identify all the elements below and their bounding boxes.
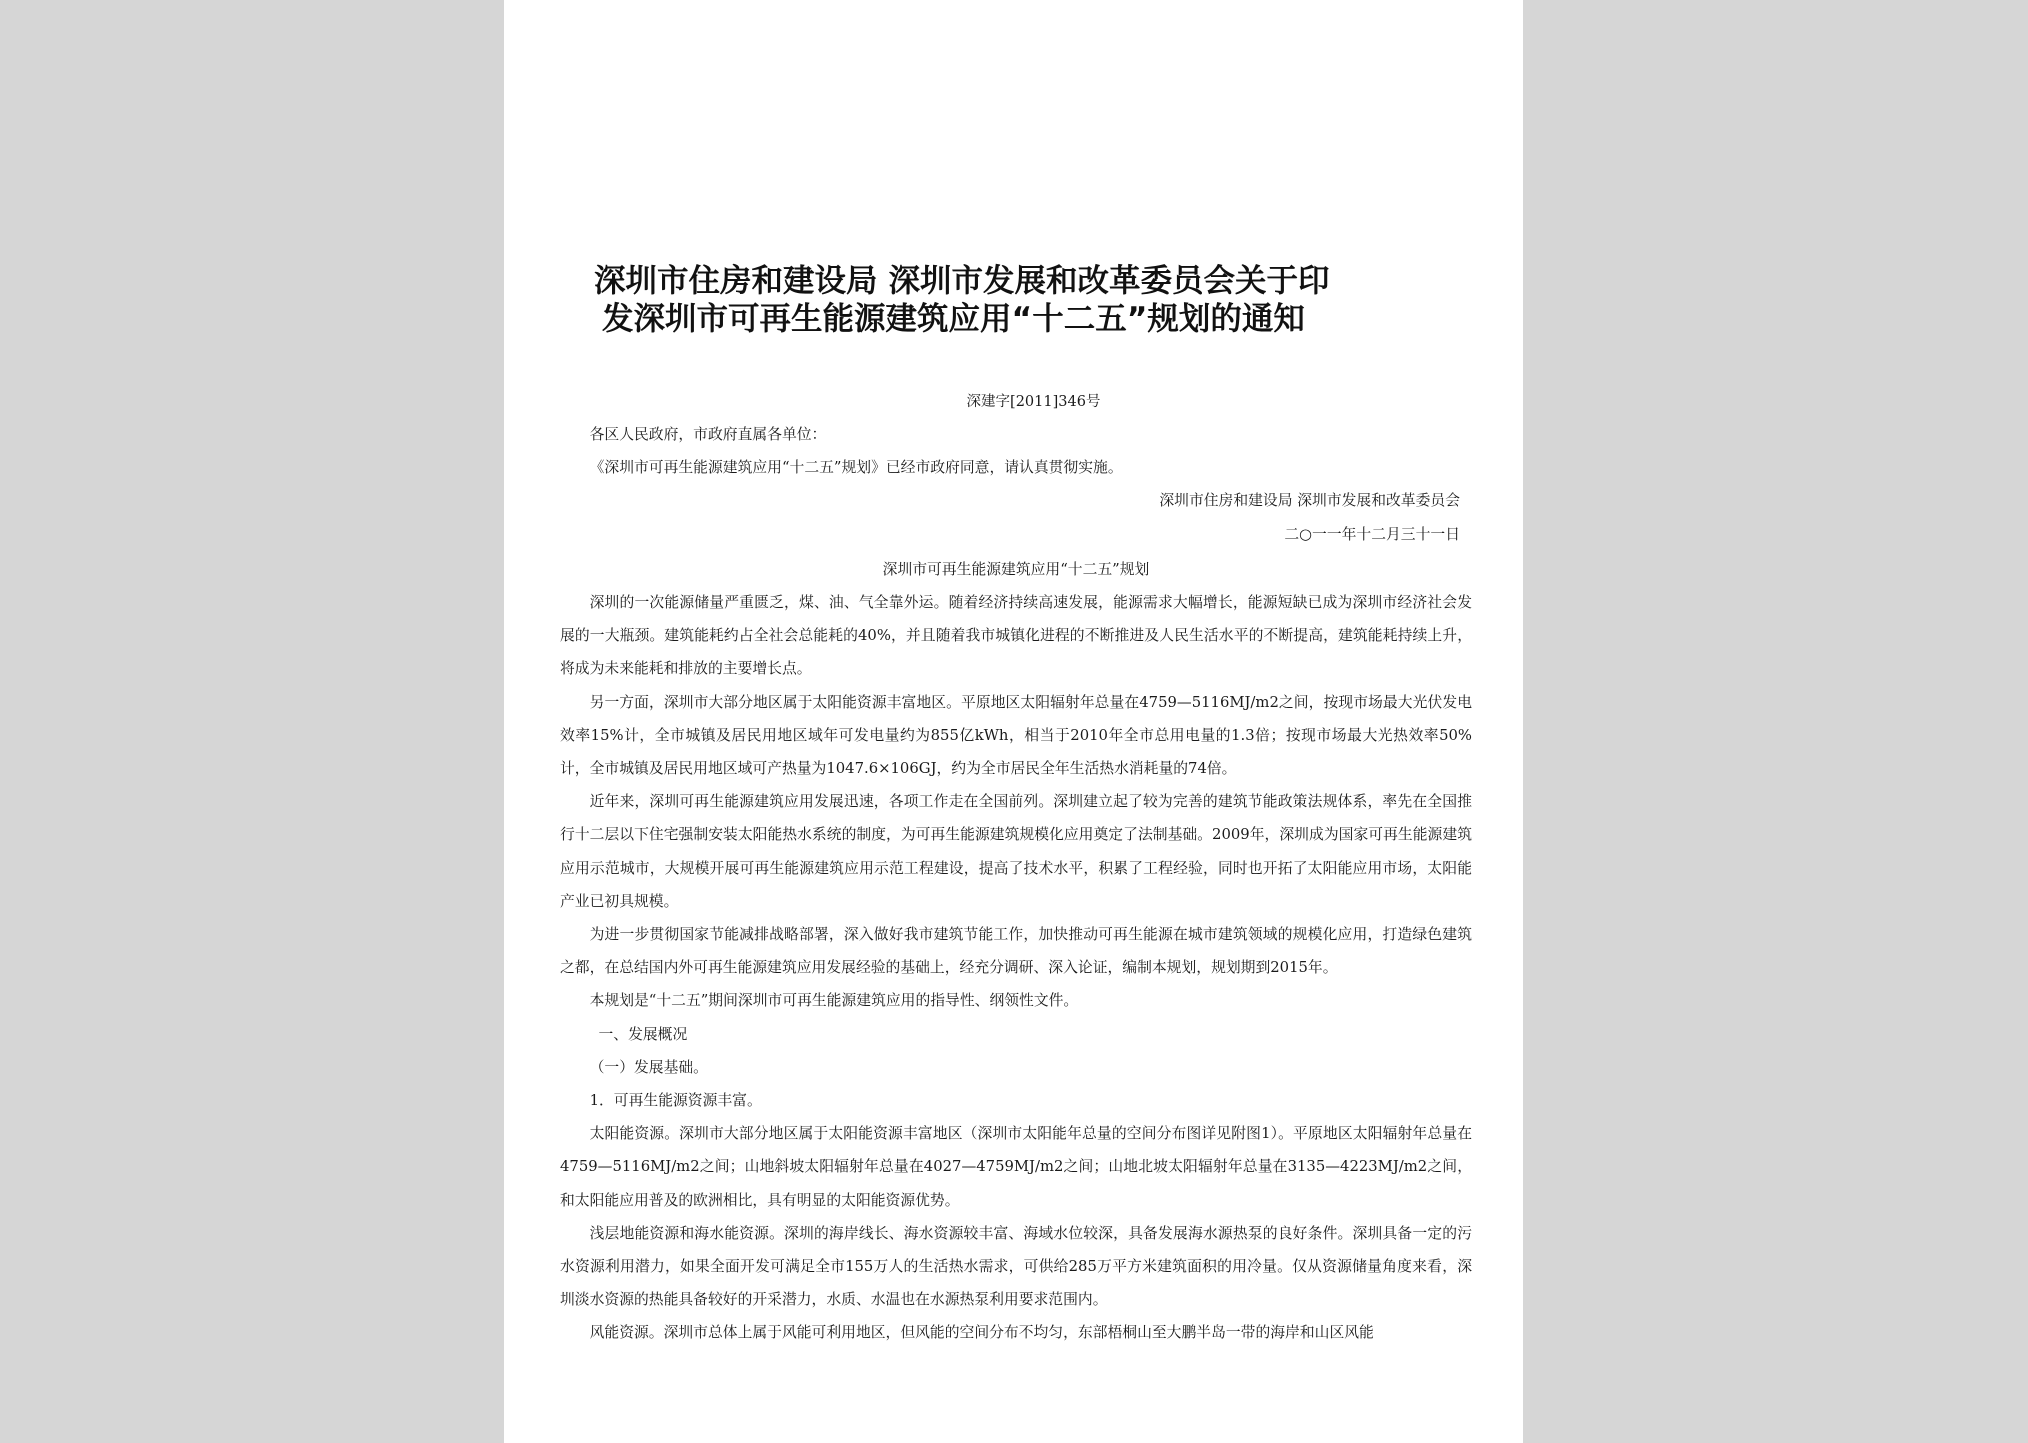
title-line-2: 发深圳市可再生能源建筑应用“十二五”规划的通知 (602, 301, 1305, 337)
paragraph: 浅层地能资源和海水能资源。深圳的海岸线长、海水资源较丰富、海域水位较深，具备发展海水源热泵的良好条件。深圳具备一定的污水资源利用潜力，如果全面开发可满足全市155万人的生活热水需求，可供给285万平方米建筑面积的用冷量。仅从资源储量角度来看，深圳淡水资源的热能具备较好的开采潜力，水质、水温也在水源热泵利用要求范围内。 (560, 1224, 1472, 1309)
paragraph: 本规划是“十二五”期间深圳市可再生能源建筑应用的指导性、纲领性文件。 (589, 992, 1079, 1010)
issue-date: 二○一一年十二月三十一日 (1284, 525, 1460, 543)
paragraph: 近年来，深圳可再生能源建筑应用发展迅速，各项工作走在全国前列。深圳建立起了较为完善的建筑节能政策法规体系，率先在全国推行十二层以下住宅强制安装太阳能热水系统的制度，为可再生能源建筑规模化应用奠定了法制基础。2009年，深圳成为国家可再生能源建筑应用示范城市，大规模开展可再生能源建筑应用示范工程建设，提高了技术水平，积累了工程经验，同时也开拓了太阳能应用市场，太阳能产业已初具规模。 (560, 793, 1472, 910)
item-heading: 1．可再生能源资源丰富。 (589, 1092, 762, 1110)
document-page (504, 0, 1523, 1443)
section-heading: 一、发展概况 (598, 1025, 688, 1043)
document-body (560, 418, 1472, 1350)
document-title (594, 262, 1444, 338)
paragraph: 风能资源。深圳市总体上属于风能可利用地区，但风能的空间分布不均匀，东部梧桐山至大鹏半岛一带的海岸和山区风能 (589, 1324, 1374, 1342)
plan-title: 深圳市可再生能源建筑应用“十二五”规划 (882, 560, 1150, 578)
salutation: 各区人民政府，市政府直属各单位： (589, 426, 827, 443)
notice-text: 《深圳市可再生能源建筑应用“十二五”规划》已经市政府同意，请认真贯彻实施。 (589, 459, 1123, 477)
title-line-1: 深圳市住房和建设局 深圳市发展和改革委员会关于印 (594, 263, 1330, 299)
paragraph: 太阳能资源。深圳市大部分地区属于太阳能资源丰富地区（深圳市太阳能年总量的空间分布图详见附图1）。平原地区太阳辐射年总量在4759—5116MJ/m2之间；山地斜坡太阳辐射年总量在4027—4759MJ/m2之间；山地北坡太阳辐射年总量在3135—4223MJ/m2之间，和太阳能应用普及的欧洲相比，具有明显的太阳能资源优势。 (560, 1125, 1472, 1209)
document-number: 深建字[2011]346号 (966, 394, 1101, 410)
subsection-heading: （一）发展基础。 (589, 1058, 708, 1076)
paragraph: 另一方面，深圳市大部分地区属于太阳能资源丰富地区。平原地区太阳辐射年总量在4759—5116MJ/m2之间，按现市场最大光伏发电效率15%计，全市城镇及居民用地区域年可发电量约为855亿kWh，相当于2010年全市总用电量的1.3倍；按现市场最大光热效率50%计，全市城镇及居民用地区域可产热量为1047.6×106GJ，约为全市居民全年生活热水消耗量的74倍。 (560, 693, 1472, 778)
issuers: 深圳市住房和建设局 深圳市发展和改革委员会 (1159, 492, 1460, 510)
paragraph: 深圳的一次能源储量严重匮乏，煤、油、气全靠外运。随着经济持续高速发展，能源需求大幅增长，能源短缺已成为深圳市经济社会发展的一大瓶颈。建筑能耗约占全社会总能耗的40%，并且随着我市城镇化进程的不断推进及人民生活水平的不断提高，建筑能耗持续上升，将成为未来能耗和排放的主要增长点。 (560, 594, 1472, 678)
paragraph: 为进一步贯彻国家节能减排战略部署，深入做好我市建筑节能工作，加快推动可再生能源在城市建筑领域的规模化应用，打造绿色建筑之都，在总结国内外可再生能源建筑应用发展经验的基础上，经充分调研、深入论证，编制本规划，规划期到2015年。 (560, 926, 1472, 977)
